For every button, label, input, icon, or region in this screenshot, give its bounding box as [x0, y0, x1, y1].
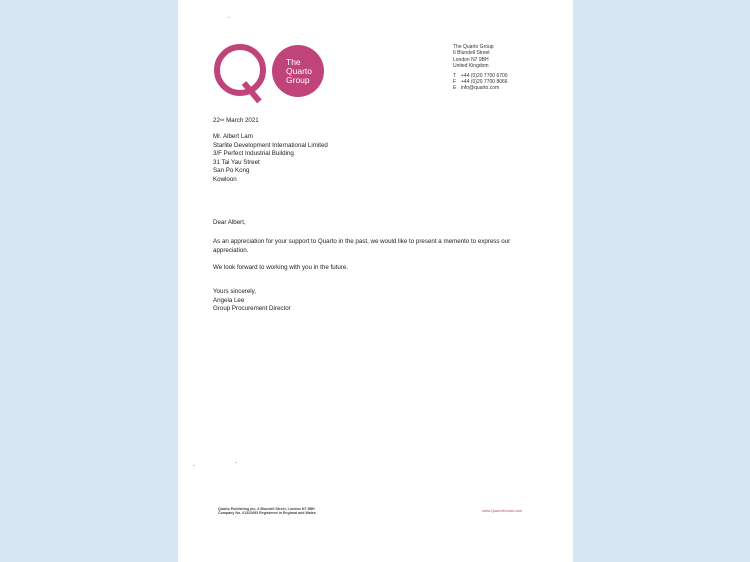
- body-paragraph-2: We look forward to working with you in the future.: [213, 264, 349, 271]
- footer-website: www.QuartoKnows.com: [482, 509, 523, 513]
- recipient-line1: 3/F Perfect Industrial Building: [213, 150, 294, 158]
- closing: [213, 288, 291, 314]
- logo-o-badge: [272, 45, 324, 97]
- logo-q-mark: [214, 44, 266, 96]
- recipient-address: [213, 133, 328, 185]
- logo-text-quarto: Quarto: [286, 65, 312, 76]
- date-day: 22: [213, 117, 220, 124]
- footer-line-1: Quarto Publishing plc, 6 Blundell Street, London N7 9BH: [218, 507, 315, 511]
- letter-date: [213, 117, 259, 126]
- sender-address: [453, 44, 508, 92]
- email-label: E: [453, 85, 457, 92]
- logo-text-the: The: [286, 56, 301, 67]
- sender-phone: +44 (0)20 7700 6700: [461, 72, 508, 79]
- signatory-title: Group Procurement Director: [213, 305, 291, 313]
- greeting: Dear Albert,: [213, 219, 246, 226]
- sender-street: 6 Blundell Street: [453, 50, 490, 57]
- valediction: Yours sincerely,: [213, 288, 256, 295]
- recipient-name: Mr. Albert Lam: [213, 133, 253, 140]
- scan-speck: [235, 462, 237, 463]
- footer-line-2: Company No. 01322693 Registered in England and Wales: [218, 511, 316, 516]
- scan-speck: [228, 17, 230, 18]
- fax-label: F: [453, 79, 457, 86]
- sender-name: The Quarto Group: [453, 44, 494, 50]
- recipient-company: Starlite Development International Limited: [213, 141, 328, 149]
- letter-page: [178, 0, 573, 562]
- sender-city: London N7 9BH: [453, 56, 489, 63]
- logo-text-group: Group: [286, 74, 310, 85]
- recipient-line4: Kowloon: [213, 175, 237, 183]
- date-rest: March 2021: [226, 117, 259, 124]
- recipient-line2: 31 Tai Yau Street: [213, 158, 260, 166]
- signatory-name: Angela Lee: [213, 296, 245, 304]
- sender-email-row: [453, 85, 508, 91]
- sender-email: info@quarto.com: [461, 85, 500, 92]
- sender-country: United Kingdom: [453, 63, 489, 70]
- recipient-line3: San Po Kong: [213, 167, 250, 175]
- scan-speck: [193, 465, 195, 466]
- sender-fax: +44 (0)20 7700 8066: [461, 79, 508, 86]
- footer-company-info: [218, 507, 316, 516]
- body-paragraph-1: As an appreciation for your support to Quarto in the past, we would like to present a memento to express our appreciation.: [213, 238, 511, 254]
- phone-label: T: [453, 72, 457, 79]
- date-suffix: nd: [219, 117, 225, 122]
